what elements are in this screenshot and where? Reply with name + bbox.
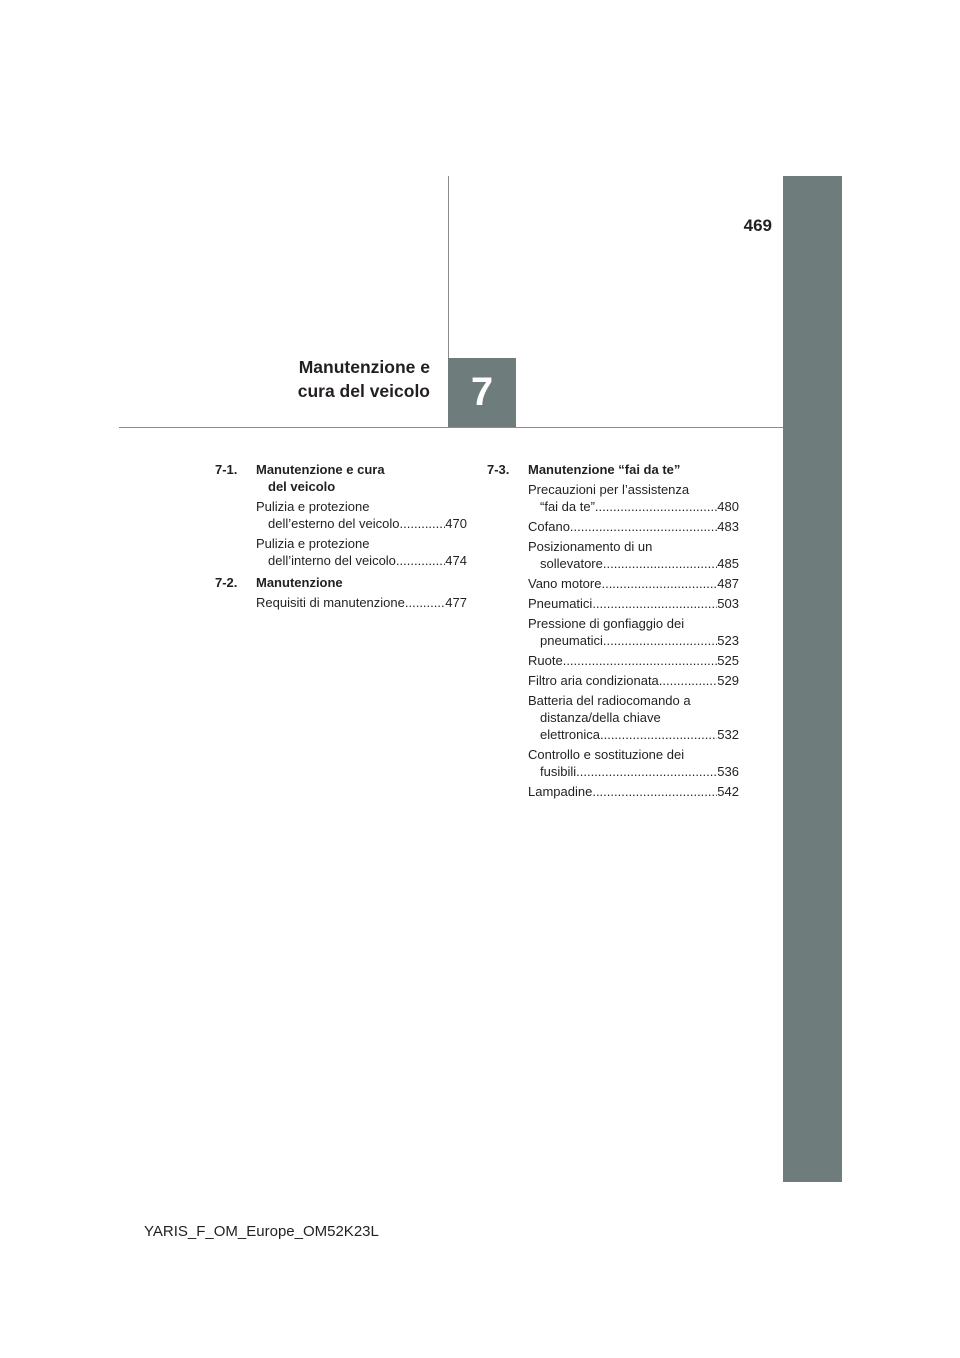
toc-entry-page-number: 529: [717, 673, 739, 688]
toc-entry-last-line: [528, 632, 739, 649]
chapter-title: [240, 355, 430, 403]
toc-entry-leader-dots: [659, 672, 718, 689]
toc-entry[interactable]: [528, 615, 739, 649]
toc-entry-label: pneumatici: [540, 633, 603, 648]
toc-entry[interactable]: [528, 595, 739, 612]
toc-entry-leader-dots: [563, 652, 718, 669]
toc-entry-leader-dots: [396, 552, 445, 569]
toc-entry-page-number: 477: [445, 595, 467, 610]
toc-entry-line: Posizionamento di un: [528, 539, 653, 554]
toc-entry-page-number: 480: [717, 499, 739, 514]
toc-entry-label: elettronica: [540, 727, 600, 742]
toc-section-number: 7-2.: [215, 575, 238, 590]
toc-entry-page-number: 485: [717, 556, 739, 571]
toc-section-title-line: del veicolo: [268, 479, 336, 494]
toc-entry-last-line: [256, 594, 467, 611]
chapter-number-box: 7: [448, 358, 516, 427]
toc-entry-page-number: 487: [717, 576, 739, 591]
toc-section-number: 7-3.: [487, 462, 510, 477]
chapter-title-line-2: cura del veicolo: [297, 381, 430, 401]
toc-entry-page-number: 503: [717, 596, 739, 611]
toc-entry-leader-dots: [576, 763, 717, 780]
toc-entry-last-line: [528, 783, 739, 800]
toc-entry-line: Controllo e sostituzione dei: [528, 747, 685, 762]
toc-entry[interactable]: [256, 498, 467, 532]
toc-entry-last-line: [528, 555, 739, 572]
toc-section: [215, 574, 467, 611]
toc-entry-last-line: [528, 498, 739, 515]
toc-entry-leader-dots: [600, 726, 717, 743]
toc-entry-line: Batteria del radiocomando a: [528, 693, 691, 708]
toc-entry[interactable]: [528, 672, 739, 689]
document-footer-code: YARIS_F_OM_Europe_OM52K23L: [144, 1223, 379, 1240]
toc-entry[interactable]: [528, 746, 739, 780]
toc-section-title-line: Manutenzione “fai da te”: [528, 462, 681, 477]
toc-entry-leader-dots: [570, 518, 717, 535]
toc-entry-line: Precauzioni per l’assistenza: [528, 482, 690, 497]
toc-entry-page-number: 483: [717, 519, 739, 534]
toc-entry-label: fusibili: [540, 764, 577, 779]
toc-entry-label: dell’interno del veicolo: [268, 553, 396, 568]
horizontal-divider: [119, 427, 783, 428]
toc-entry[interactable]: [528, 518, 739, 535]
toc-entry-last-line: [528, 726, 739, 743]
toc-entry-page-number: 542: [717, 784, 739, 799]
toc-entry[interactable]: [256, 594, 467, 611]
toc-section-heading: [215, 461, 467, 495]
toc-entry-page-number: 470: [445, 516, 467, 531]
chapter-side-tab: [783, 176, 842, 1182]
toc-left-column: [215, 461, 467, 616]
toc-entry[interactable]: [528, 692, 739, 743]
toc-section-heading: [487, 461, 739, 478]
toc-entry[interactable]: [528, 538, 739, 572]
toc-entry-leader-dots: [595, 498, 717, 515]
toc-section-title-line: Manutenzione e cura: [256, 462, 385, 477]
toc-entry[interactable]: [528, 652, 739, 669]
toc-entry-leader-dots: [603, 632, 717, 649]
toc-entry-page-number: 525: [717, 653, 739, 668]
toc-entry[interactable]: [528, 481, 739, 515]
toc-entry-last-line: [528, 518, 739, 535]
chapter-title-line-1: Manutenzione e: [298, 357, 430, 377]
page-number: 469: [743, 216, 772, 235]
toc-entry-page-number: 523: [717, 633, 739, 648]
toc-entry-page-number: 532: [717, 727, 739, 742]
toc-section-title: [256, 574, 467, 591]
toc-entry-line: distanza/della chiave: [540, 710, 661, 725]
toc-entry-leader-dots: [405, 594, 445, 611]
toc-entry-last-line: [256, 552, 467, 569]
toc-entry-line: Pulizia e protezione: [256, 536, 370, 551]
toc-entry-leader-dots: [601, 575, 717, 592]
toc-entry-label: Lampadine: [528, 784, 593, 799]
toc-entry-line: Pulizia e protezione: [256, 499, 370, 514]
toc-entry-last-line: [528, 672, 739, 689]
vertical-divider: [448, 176, 449, 358]
toc-section: [215, 461, 467, 569]
toc-section-title: [256, 461, 467, 495]
toc-section-heading: [215, 574, 467, 591]
toc-section-title-line: Manutenzione: [256, 575, 343, 590]
toc-entry-last-line: [256, 515, 467, 532]
toc-entry-label: Filtro aria condizionata: [528, 673, 659, 688]
toc-right-column: [487, 461, 739, 805]
toc-entry-last-line: [528, 595, 739, 612]
toc-entry-label: sollevatore: [540, 556, 603, 571]
toc-entry-label: Cofano: [528, 519, 570, 534]
toc-entry-label: Vano motore: [528, 576, 602, 591]
toc-section-number: 7-1.: [215, 462, 238, 477]
toc-entry[interactable]: [528, 783, 739, 800]
toc-entry-label: Requisiti di manutenzione: [256, 595, 405, 610]
toc-entry-label: Ruote: [528, 653, 563, 668]
toc-entry-last-line: [528, 575, 739, 592]
toc-entry-line: Pressione di gonfiaggio dei: [528, 616, 685, 631]
toc-entry-last-line: [528, 763, 739, 780]
toc-entry-label: Pneumatici: [528, 596, 593, 611]
toc-entry-page-number: 474: [445, 553, 467, 568]
toc-entry-leader-dots: [603, 555, 717, 572]
toc-entry-label: “fai da te”: [540, 499, 595, 514]
toc-section-title: [528, 461, 739, 478]
toc-entry-leader-dots: [592, 595, 717, 612]
toc-entry-page-number: 536: [717, 764, 739, 779]
toc-entry-leader-dots: [592, 783, 717, 800]
toc-section: [487, 461, 739, 800]
toc-entry-last-line: [528, 652, 739, 669]
toc-entry[interactable]: [528, 575, 739, 592]
toc-entry[interactable]: [256, 535, 467, 569]
toc-entry-label: dell’esterno del veicolo: [268, 516, 400, 531]
toc-entry-leader-dots: [400, 515, 446, 532]
